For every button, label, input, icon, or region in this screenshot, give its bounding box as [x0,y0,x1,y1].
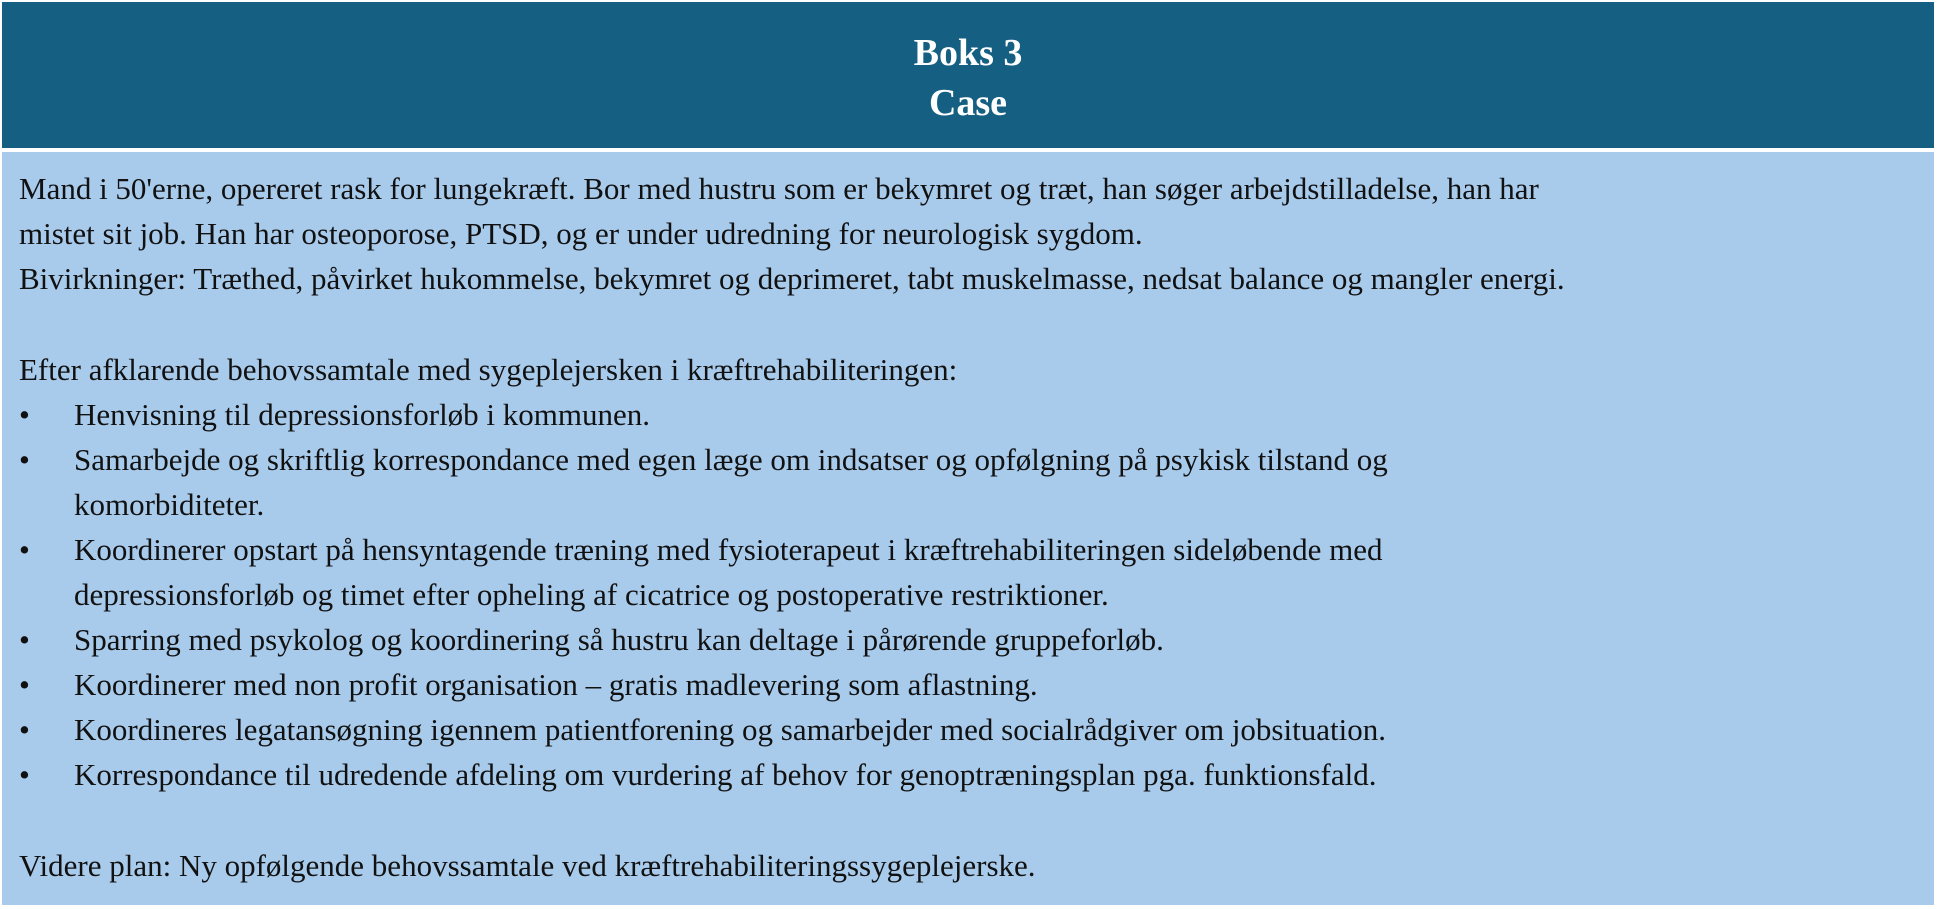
list-item [19,707,1920,752]
list-item [19,437,1920,527]
list-item [19,662,1920,707]
list-item-text: Korrespondance til udredende afdeling om vurdering af behov for genoptræningsplan pga. funktionsfald. [74,757,1377,792]
side-effects-line: Bivirkninger: Træthed, påvirket hukommelse, bekymret og deprimeret, tabt muskelmasse, nedsat balance og mangler energi. [19,261,1565,296]
bullet-icon: • [19,667,30,702]
bullet-icon: • [19,397,30,432]
list-item [19,392,1920,437]
list-item [19,527,1920,617]
bullet-icon: • [19,712,30,747]
plan-line: Videre plan: Ny opfølgende behovssamtale ved kræftrehabiliteringssygeplejerske. [19,848,1036,883]
bullet-icon: • [19,442,30,477]
box-content [2,152,1934,905]
bullet-icon: • [19,532,30,567]
list-item-text: Henvisning til depressionsforløb i kommunen. [74,397,651,432]
spacer [19,301,1920,347]
list-item-text: Samarbejde og skriftlig korrespondance med egen læge om indsatser og opfølgning på psykisk tilstand og [74,442,1388,477]
list-item-text: Koordinerer opstart på hensyntagende træning med fysioterapeut i kræftrehabiliteringen sideløbende med [74,532,1383,567]
actions-heading: Efter afklarende behovssamtale med sygeplejersken i kræftrehabiliteringen: [19,352,958,387]
list-item-text-continued: depressionsforløb og timet efter opheling af cicatrice og postoperative restriktioner. [74,577,1109,612]
bullet-icon: • [19,757,30,792]
intro-line-2: mistet sit job. Han har osteoporose, PTSD, og er under udredning for neurologisk sygdom. [19,216,1143,251]
intro-line-1: Mand i 50'erne, opereret rask for lungekræft. Bor med hustru som er bekymret og træt, han søger arbejdstilladelse, han har [19,171,1539,206]
list-item-text: Koordineres legatansøgning igennem patientforening og samarbejder med socialrådgiver om jobsituation. [74,712,1386,747]
box-header [2,2,1934,148]
box-subtitle: Case [928,82,1008,124]
list-item-text-continued: komorbiditeter. [74,487,265,522]
bullet-icon: • [19,622,30,657]
box-title: Boks 3 [913,32,1023,74]
list-item-text: Sparring med psykolog og koordinering så hustru kan deltage i pårørende gruppeforløb. [74,622,1164,657]
list-item [19,617,1920,662]
actions-list [19,392,1920,797]
list-item-text: Koordinerer med non profit organisation – gratis madlevering som aflastning. [74,667,1038,702]
case-box [2,2,1934,905]
spacer [19,797,1920,843]
list-item [19,752,1920,797]
